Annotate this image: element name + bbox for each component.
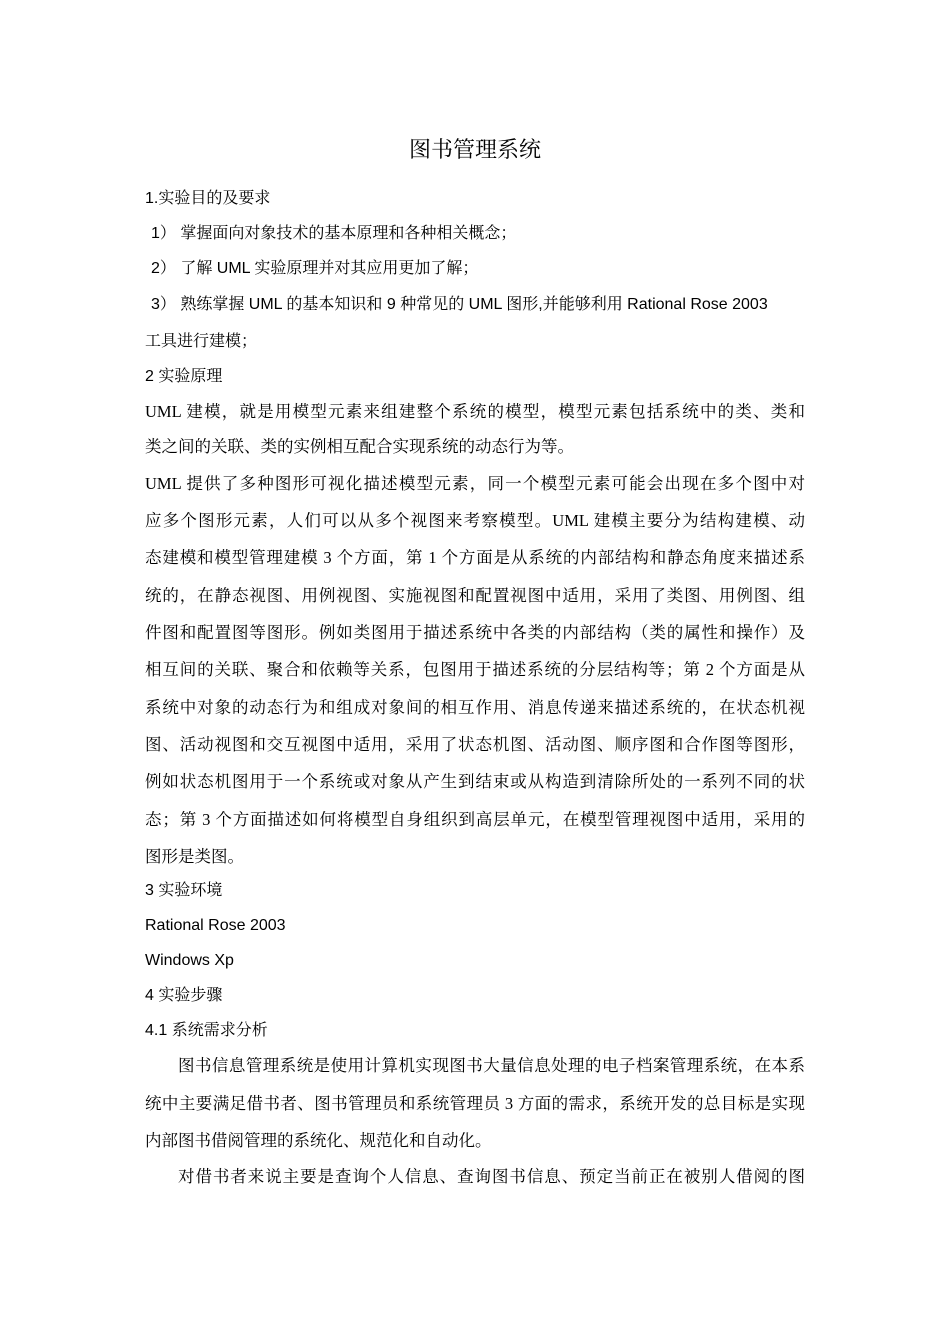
paragraph-line: 图书信息管理系统是使用计算机实现图书大量信息处理的电子档案管理系统，在本系 bbox=[178, 1056, 805, 1075]
section-2-heading: 2 实验原理 bbox=[145, 368, 223, 385]
paragraph-line: 应多个图形元素，人们可以从多个视图来考察模型。UML 建模主要分为结构建模、动 bbox=[145, 511, 805, 530]
paragraph-line: 内部图书借阅管理的系统化、规范化和自动化。 bbox=[145, 1131, 492, 1150]
paragraph-line: 类之间的关联、类的实例相互配合实现系统的动态行为等。 bbox=[145, 437, 574, 456]
paragraph-line: 例如状态机图用于一个系统或对象从产生到结束或从构造到清除所处的一系列不同的状 bbox=[145, 772, 805, 791]
paragraph-line: 统的，在静态视图、用例视图、实施视图和配置视图中适用，采用了类图、用例图、组 bbox=[145, 586, 805, 605]
paragraph-line: 件图和配置图等图形。例如类图用于描述系统中各类的内部结构（类的属性和操作）及 bbox=[145, 623, 805, 642]
paragraph-line: UML 建模，就是用模型元素来组建整个系统的模型，模型元素包括系统中的类、类和 bbox=[145, 402, 805, 421]
section-4-heading: 4 实验步骤 bbox=[145, 987, 223, 1004]
list-item: 1） 掌握面向对象技术的基本原理和各种相关概念； bbox=[151, 225, 517, 242]
paragraph-line: 态；第 3 个方面描述如何将模型自身组织到高层单元，在模型管理视图中适用，采用的 bbox=[145, 810, 805, 829]
list-item: 3） 熟练掌握 UML 的基本知识和 9 种常见的 UML 图形,并能够利用 Rational Rose 2003 bbox=[151, 296, 768, 313]
list-item: 2） 了解 UML 实验原理并对其应用更加了解； bbox=[151, 260, 479, 277]
paragraph-line: 对借书者来说主要是查询个人信息、查询图书信息、预定当前正在被别人借阅的图 bbox=[178, 1167, 805, 1186]
section-4-1-heading: 4.1 系统需求分析 bbox=[145, 1022, 268, 1039]
environment-item: Windows Xp bbox=[145, 952, 234, 969]
section-3-heading: 3 实验环境 bbox=[145, 882, 223, 899]
paragraph-line: 图形是类图。 bbox=[145, 847, 244, 866]
paragraph-line: 相互间的关联、聚合和依赖等关系，包图用于描述系统的分层结构等；第 2 个方面是从 bbox=[145, 660, 805, 679]
environment-item: Rational Rose 2003 bbox=[145, 917, 286, 934]
paragraph-line: 态建模和模型管理建模 3 个方面，第 1 个方面是从系统的内部结构和静态角度来描述系 bbox=[145, 548, 805, 567]
paragraph-line: 系统中对象的动态行为和组成对象间的相互作用、消息传递来描述系统的，在状态机视 bbox=[145, 698, 805, 717]
list-item-continuation: 工具进行建模； bbox=[145, 333, 258, 350]
paragraph-line: UML 提供了多种图形可视化描述模型元素，同一个模型元素可能会出现在多个图中对 bbox=[145, 474, 805, 493]
paragraph-line: 图、活动视图和交互视图中适用，采用了状态机图、活动图、顺序图和合作图等图形， bbox=[145, 735, 805, 754]
paragraph-line: 统中主要满足借书者、图书管理员和系统管理员 3 方面的需求，系统开发的总目标是实现 bbox=[145, 1094, 805, 1113]
section-1-heading: 1.实验目的及要求 bbox=[145, 190, 271, 207]
document-title: 图书管理系统 bbox=[408, 138, 541, 163]
